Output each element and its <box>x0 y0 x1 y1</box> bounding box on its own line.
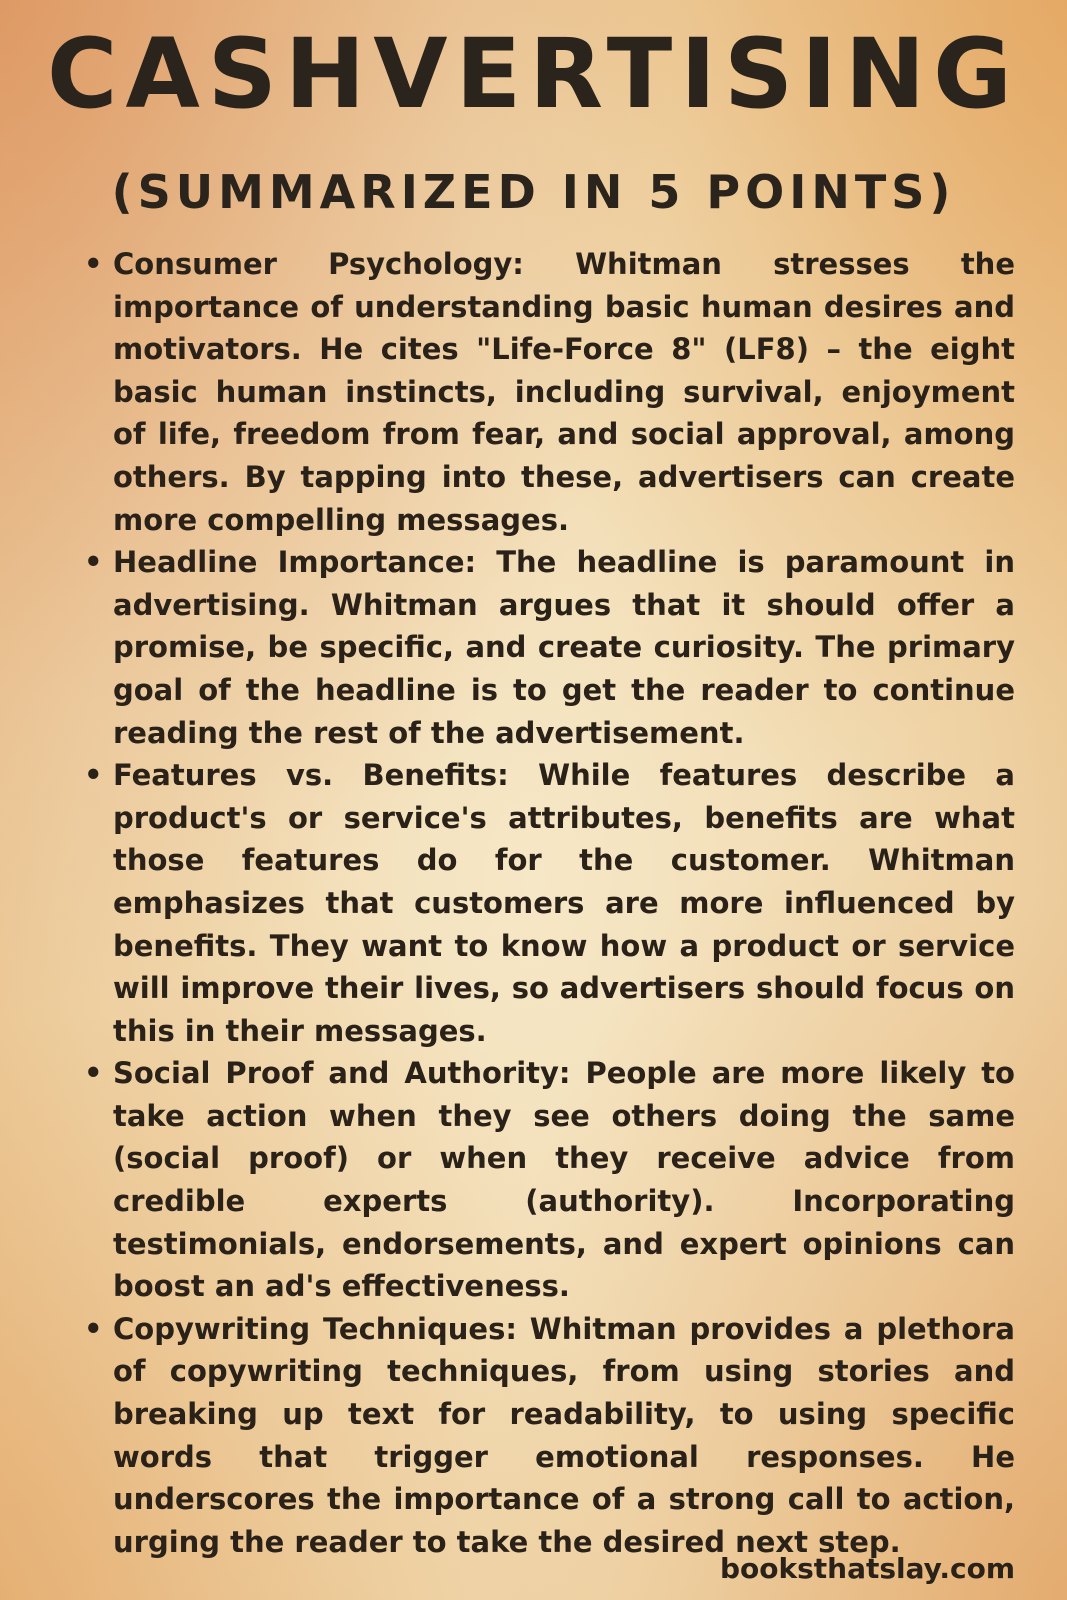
summary-point-text: Features vs. Benefits: While features describe a product's or service's attributes, benefits are what those features do for the customer. Whitman emphasizes that customers are more influenced by benefits. They want to know how a product or service will improve their lives, so advertisers should focus on this in their messages. <box>113 758 1015 1048</box>
page-title: CASHVERTISING <box>47 18 1020 130</box>
summary-point-text: Copywriting Techniques: Whitman provides a plethora of copywriting techniques, from using stories and breaking up text for readability, to using specific words that trigger emotional responses. He underscores the importance of a strong call to action, urging the reader to take the desired next step. <box>113 1311 1015 1559</box>
bullet-icon: • <box>84 1056 103 1091</box>
summary-point-4 <box>80 1052 1015 1308</box>
summary-point-text: Consumer Psychology: Whitman stresses the importance of understanding basic human desires and motivators. He cites "Life-Force 8" (LF8) – the eight basic human instincts, including survival, enjoyment of life, freedom from fear, and social approval, among others. By tapping into these, advertisers can create more compelling messages. <box>113 247 1015 537</box>
bullet-icon: • <box>84 545 103 580</box>
summary-points-list <box>80 243 1015 1563</box>
source-website-link[interactable]: booksthatslay.com <box>719 1552 1015 1585</box>
summary-point-2 <box>80 541 1015 754</box>
summary-point-1 <box>80 243 1015 541</box>
bullet-icon: • <box>84 1311 103 1346</box>
summary-point-text: Social Proof and Authority: People are more likely to take action when they see others doing the same (social proof) or when they receive advice from credible experts (authority). Incorporating testimonials, endorsements, and expert opinions can boost an ad's effectiveness. <box>113 1056 1015 1304</box>
summary-point-3 <box>80 754 1015 1052</box>
summary-point-text: Headline Importance: The headline is paramount in advertising. Whitman argues that it should offer a promise, be specific, and create curiosity. The primary goal of the headline is to get the reader to continue reading the rest of the advertisement. <box>113 545 1015 750</box>
page-subtitle: (SUMMARIZED IN 5 POINTS) <box>111 165 956 219</box>
summary-point-5 <box>80 1308 1015 1564</box>
bullet-icon: • <box>84 247 103 281</box>
bullet-icon: • <box>84 758 103 793</box>
